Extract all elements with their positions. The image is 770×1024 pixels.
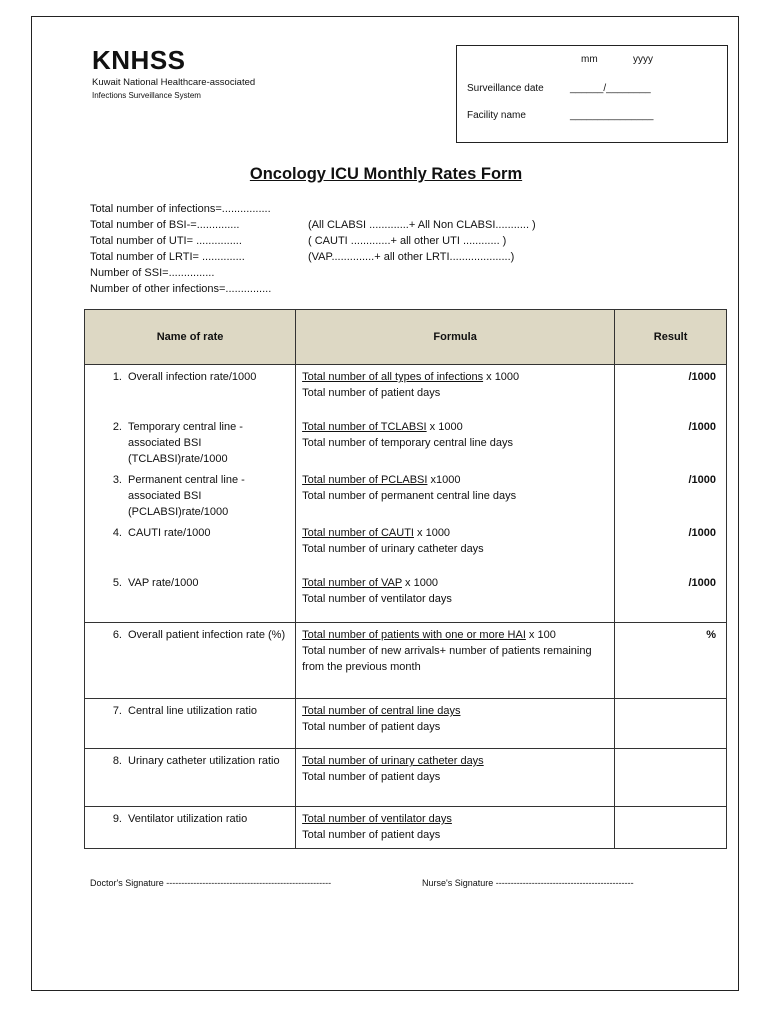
- rate-number: 8.: [112, 755, 122, 767]
- result-cell[interactable]: /1000: [615, 415, 727, 468]
- rate-name-cell: [85, 749, 296, 807]
- formula-factor: x 1000: [413, 526, 451, 539]
- result-cell[interactable]: %: [615, 623, 727, 699]
- formula-numerator: Total number of ventilator days: [302, 813, 452, 825]
- table-row: [85, 468, 727, 521]
- table-row: [85, 365, 727, 415]
- formula-cell: [296, 807, 615, 849]
- logo-title: KNHSS: [92, 45, 186, 75]
- formula-numerator: Total number of TCLABSI: [302, 420, 427, 433]
- formula-denominator: Total number of permanent central line days: [302, 489, 517, 502]
- facility-name-field[interactable]: _______________: [570, 110, 654, 121]
- formula-cell: [296, 699, 615, 749]
- rate-name-cell: [85, 699, 296, 749]
- formula-cell: [296, 415, 615, 468]
- formula-numerator: Total number of PCLABSI: [302, 473, 428, 486]
- rate-name-cell: [85, 415, 296, 468]
- logo-subtitle-2: Infections Surveillance System: [92, 91, 201, 100]
- rate-name-cell: [85, 623, 296, 699]
- rate-number: 4.: [112, 526, 122, 539]
- formula-numerator: Total number of central line days: [302, 705, 461, 717]
- formula-numerator: Total number of VAP: [302, 576, 402, 589]
- rate-name: VAP rate/1000: [128, 576, 199, 589]
- formula-factor: x 100: [525, 629, 556, 641]
- formula-cell: [296, 749, 615, 807]
- month-label: mm: [581, 54, 598, 65]
- rate-number: 5.: [112, 576, 122, 589]
- form-title: Oncology ICU Monthly Rates Form: [249, 165, 523, 183]
- rate-name-cell: [85, 571, 296, 623]
- table-header-row: [85, 310, 727, 365]
- rate-name: Urinary catheter utilization ratio: [128, 755, 280, 767]
- rate-number: 3.: [112, 473, 122, 486]
- rate-name-cell: [85, 807, 296, 849]
- rate-number: 2.: [112, 420, 122, 433]
- summary-line[interactable]: Total number of UTI= ............... ( CAUTI .............+ all other UTI ............ ): [90, 235, 507, 247]
- result-cell[interactable]: /1000: [615, 468, 727, 521]
- rate-number: 1.: [112, 371, 122, 383]
- surveillance-date-label: Surveillance date: [467, 83, 544, 94]
- formula-denominator: Total number of ventilator days: [302, 592, 452, 605]
- formula-cell: [296, 521, 615, 571]
- summary-line[interactable]: Total number of BSI-=.............. (All CLABSI .............+ All Non CLABSI........... ): [90, 219, 536, 231]
- rate-number: 9.: [112, 813, 122, 825]
- logo-subtitle: Kuwait National Healthcare-associated: [92, 77, 256, 88]
- result-cell[interactable]: /1000: [615, 365, 727, 415]
- table-row: [85, 623, 727, 699]
- formula-denominator: Total number of patient days: [302, 387, 441, 399]
- result-cell[interactable]: /1000: [615, 521, 727, 571]
- rate-number: 6.: [112, 629, 122, 641]
- formula-numerator: Total number of CAUTI: [302, 526, 414, 539]
- rate-name: Temporary central line - associated BSI (TCLABSI)rate/1000: [128, 420, 243, 465]
- year-label: yyyy: [633, 54, 653, 65]
- summary-line[interactable]: Total number of infections=................: [90, 203, 271, 215]
- table-row: [85, 415, 727, 468]
- table-row: [85, 807, 727, 849]
- rate-name: Central line utilization ratio: [128, 705, 258, 717]
- header-result: Result: [615, 310, 727, 365]
- table-row: [85, 571, 727, 623]
- rate-name-cell: [85, 468, 296, 521]
- formula-denominator: Total number of patient days: [302, 721, 441, 733]
- rate-number: 7.: [112, 705, 122, 717]
- formula-denominator: Total number of patient days: [302, 771, 441, 783]
- formula-factor: x 1000: [426, 420, 463, 433]
- infection-summary: [90, 201, 536, 297]
- summary-line[interactable]: Number of SSI=...............: [90, 267, 215, 279]
- formula-numerator: Total number of patients with one or more HAI: [302, 629, 526, 641]
- formula-numerator: Total number of urinary catheter days: [302, 755, 484, 767]
- summary-line[interactable]: Total number of LRTI= .............. (VAP..............+ all other LRTI....................): [90, 251, 515, 263]
- result-cell[interactable]: [615, 749, 727, 807]
- formula-cell: [296, 365, 615, 415]
- summary-line[interactable]: Number of other infections=...............: [90, 283, 272, 295]
- facility-name-label: Facility name: [467, 110, 526, 121]
- rates-table: [84, 309, 727, 849]
- result-cell[interactable]: /1000: [615, 571, 727, 623]
- rate-name: CAUTI rate/1000: [128, 526, 211, 539]
- formula-numerator: Total number of all types of infections: [302, 371, 484, 383]
- formula-cell: [296, 468, 615, 521]
- result-cell[interactable]: [615, 699, 727, 749]
- formula-denominator: Total number of urinary catheter days: [302, 542, 484, 555]
- rate-name: Permanent central line - associated BSI (PCLABSI)rate/1000: [128, 473, 245, 518]
- header-name-of-rate: Name of rate: [85, 310, 296, 365]
- form-page: [31, 16, 739, 991]
- rate-name: Overall infection rate/1000: [128, 371, 257, 383]
- surveillance-info-box: [456, 45, 728, 143]
- formula-denominator: Total number of new arrivals+ number of patients remaining from the previous month: [302, 645, 592, 673]
- formula-factor: x 1000: [483, 371, 520, 383]
- formula-factor: x 1000: [401, 576, 439, 589]
- rate-name-cell: [85, 365, 296, 415]
- formula-cell: [296, 571, 615, 623]
- table-row: [85, 521, 727, 571]
- rate-name: Ventilator utilization ratio: [128, 813, 248, 825]
- surveillance-date-field[interactable]: ______/________: [570, 83, 651, 94]
- formula-denominator: Total number of patient days: [302, 829, 441, 841]
- formula-cell: [296, 623, 615, 699]
- formula-factor: x1000: [427, 473, 461, 486]
- rate-name-cell: [85, 521, 296, 571]
- formula-denominator: Total number of temporary central line days: [302, 436, 514, 449]
- table-row: [85, 699, 727, 749]
- header-formula: Formula: [296, 310, 615, 365]
- nurse-signature[interactable]: Nurse's Signature ----------------------------------------------: [422, 878, 634, 888]
- doctor-signature[interactable]: Doctor's Signature -------------------------------------------------------: [90, 878, 332, 888]
- rate-name: Overall patient infection rate (%): [128, 629, 286, 641]
- result-cell[interactable]: [615, 807, 727, 849]
- table-row: [85, 749, 727, 807]
